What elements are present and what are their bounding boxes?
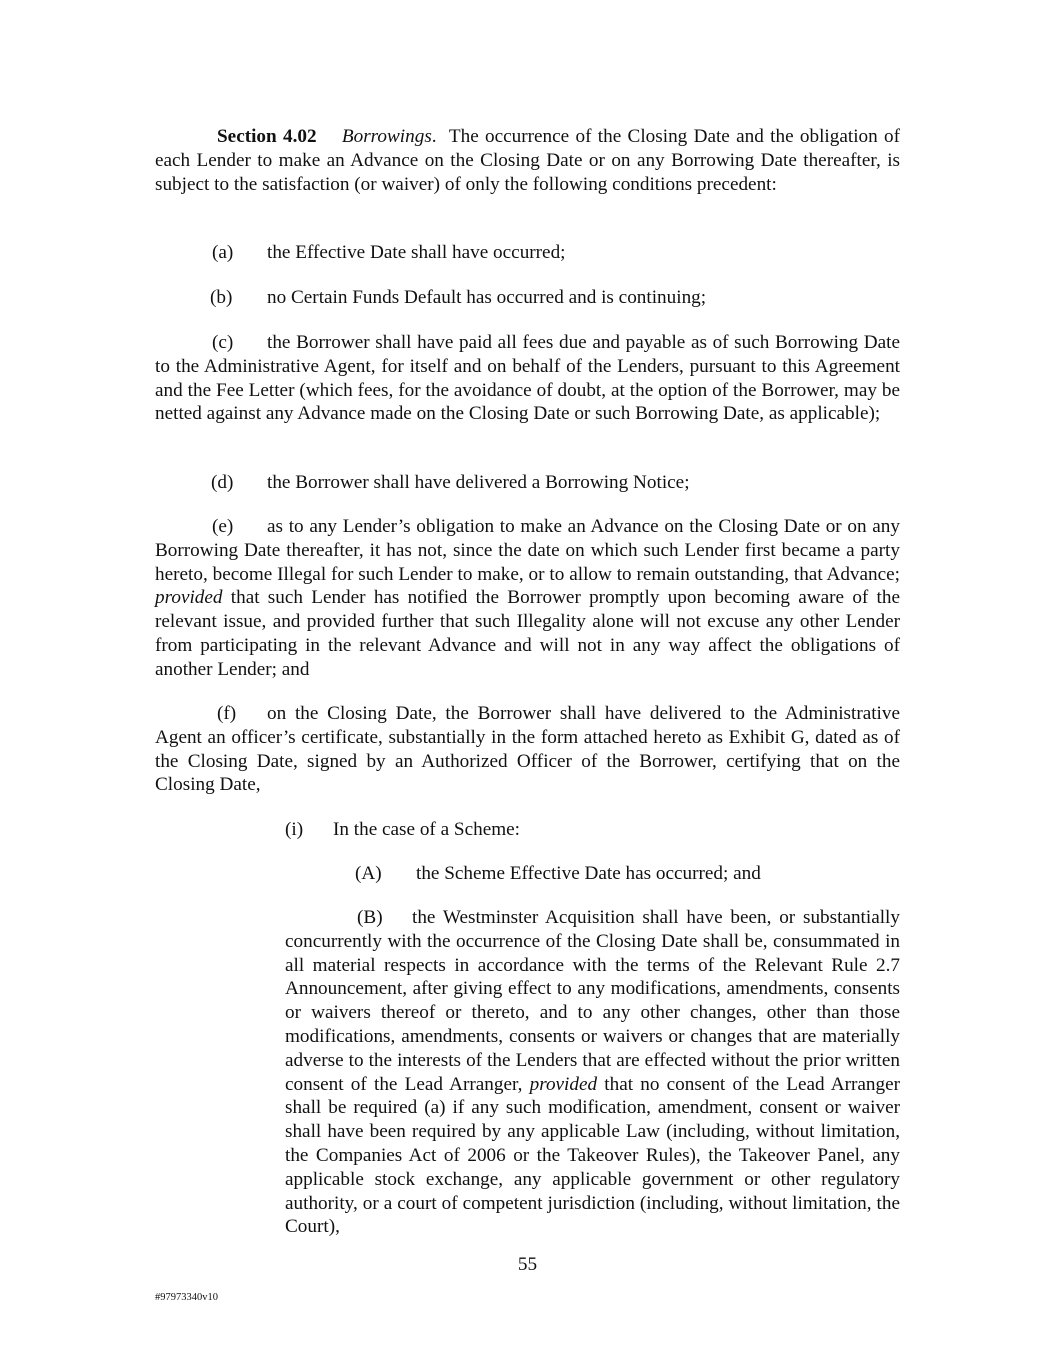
item-c-label: (c): [212, 332, 234, 353]
item-i-text: In the case of a Scheme:: [333, 819, 520, 840]
item-B-provided: provided: [529, 1073, 598, 1095]
item-f-text: on the Closing Date, the Borrower shall have delivered to the Administrative Agent an officer’s certificate, substantially in the form attached hereto as Exhibit G, dated as of the Closing Date, signed by an Authorized Officer of the Borrower, certifying that on the Closing Date,: [155, 703, 900, 796]
item-A-label: (A): [355, 863, 382, 884]
section-title: Borrowings: [341, 126, 432, 147]
item-e-provided: provided: [155, 587, 223, 609]
item-A-text: the Scheme Effective Date has occurred; and: [416, 863, 761, 884]
item-a-label: (a): [212, 242, 234, 263]
item-d: [211, 471, 901, 495]
page-number: 55: [517, 1254, 538, 1275]
item-A: [355, 862, 900, 886]
item-c-text: the Borrower shall have paid all fees due and payable as of such Borrowing Date to the Administrative Agent, for itself and on behalf of the Lenders, pursuant to this Agreement and the Fee Letter (which fees, for the avoidance of doubt, at the option of the Borrower, may be netted against any Advance made on the Closing Date or such Borrowing Date, as applicable);: [155, 332, 900, 425]
item-e-text-2: that such Lender has notified the Borrower promptly upon becoming aware of the relevant issue, and provided further that such Illegality alone will not excuse any other Lender from participating in the relevant Advance and will not in any way affect the obligations of another Lender; and: [155, 587, 901, 680]
item-B-text-2: that no consent of the Lead Arranger shall be required (a) if any such modification, amendment, consent or waiver shall have been required by any applicable Law (including, without limitation, the Companies Act of 2006 or the Takeover Rules), the Takeover Panel, any applicable stock exchange, any applicable government or other regulatory authority, or a court of competent jurisdiction (including, without limitation, the Court),: [285, 1073, 901, 1238]
item-i: [285, 818, 900, 842]
section-4-02-paragraph: [155, 125, 900, 196]
item-c: [155, 331, 900, 426]
item-b-text: no Certain Funds Default has occurred and is continuing;: [267, 287, 707, 308]
item-e-label: (e): [212, 516, 234, 537]
section-number: Section 4.02: [217, 126, 317, 147]
item-a: [212, 241, 902, 265]
item-a-text: the Effective Date shall have occurred;: [267, 242, 566, 263]
item-f: [155, 702, 900, 797]
item-B-label: (B): [357, 907, 383, 928]
item-d-label: (d): [211, 472, 234, 493]
item-e: [155, 515, 900, 682]
item-b-label: (b): [210, 287, 233, 308]
document-id: #97973340v10: [155, 1292, 218, 1303]
item-B: [285, 906, 900, 1239]
section-intro-text: The occurrence of the Closing Date and the obligation of each Lender to make an Advance on the Closing Date or on any Borrowing Date thereafter, is subject to the satisfaction (or waiver) of only the following conditions precedent:: [155, 126, 901, 195]
item-e-text-1: as to any Lender’s obligation to make an Advance on the Closing Date or on any Borrowing Date thereafter, it has not, since the date on which such Lender first became a party hereto, become Illegal for such Lender to make, or to allow to remain outstanding, that Advance;: [155, 516, 900, 585]
item-i-label: (i): [285, 819, 304, 840]
section-title-period: .: [431, 126, 437, 147]
item-d-text: the Borrower shall have delivered a Borrowing Notice;: [267, 472, 690, 493]
item-b: [210, 286, 900, 310]
item-f-label: (f): [217, 703, 237, 724]
item-B-text-1: the Westminster Acquisition shall have been, or substantially concurrently with the occurrence of the Closing Date shall be, consummated in all material respects in accordance with the terms of the Relevant Rule 2.7 Announcement, after giving effect to any modifications, amendments, consents or waivers thereof or thereto, and to any other changes, other than those modifications, amendments, consents or waivers or changes that are materially adverse to the interests of the Lenders that are effected without the prior written consent of the Lead Arranger,: [285, 907, 900, 1095]
